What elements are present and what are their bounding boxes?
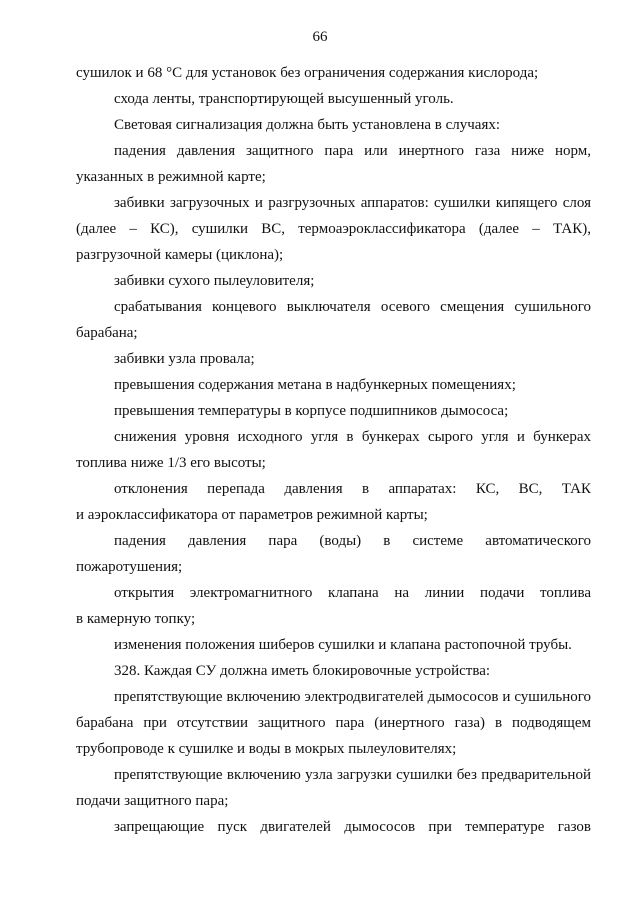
text-line: разгрузочной камеры (циклона); <box>76 247 284 263</box>
text-line: падения давления пара (воды) в системе автоматического <box>114 533 591 549</box>
text-line: снижения уровня исходного угля в бункерах сырого угля и бункерах <box>114 429 591 445</box>
text-line: подачи защитного пара; <box>76 793 229 809</box>
text-line: падения давления защитного пара или инертного газа ниже норм, <box>114 143 591 159</box>
text-line: барабана; <box>76 325 138 341</box>
text-line: пожаротушения; <box>76 559 183 575</box>
text-line: указанных в режимной карте; <box>76 169 266 185</box>
text-line: превышения температуры в корпусе подшипников дымососа; <box>114 403 509 419</box>
text-line: изменения положения шиберов сушилки и клапана растопочной трубы. <box>114 637 572 653</box>
text-line: открытия электромагнитного клапана на линии подачи топлива <box>114 585 591 601</box>
text-line: трубопроводе к сушилке и воды в мокрых пылеуловителях; <box>76 741 457 757</box>
text-line: 328. Каждая СУ должна иметь блокировочные устройства: <box>114 663 491 679</box>
text-line: сушилок и 68 °С для установок без ограничения содержания кислорода; <box>76 65 539 81</box>
text-line: забивки узла провала; <box>114 351 255 367</box>
text-line: в камерную топку; <box>76 611 196 627</box>
text-line: превышения содержания метана в надбункерных помещениях; <box>114 377 516 393</box>
text-line: (далее – КС), сушилки ВС, термоаэроклассификатора (далее – ТАК), <box>76 221 591 237</box>
text-line: забивки загрузочных и разгрузочных аппаратов: сушилки кипящего слоя <box>114 195 591 211</box>
text-line: забивки сухого пылеуловителя; <box>114 273 315 289</box>
text-line: препятствующие включению электродвигателей дымососов и сушильного <box>114 689 591 705</box>
text-line: топлива ниже 1/3 его высоты; <box>76 455 266 471</box>
text-line: препятствующие включению узла загрузки сушилки без предварительной <box>114 767 591 783</box>
page-number: 66 <box>312 29 328 45</box>
text-line: запрещающие пуск двигателей дымососов при температуре газов <box>114 819 591 835</box>
text-line: Световая сигнализация должна быть установлена в случаях: <box>114 117 501 133</box>
text-line: отклонения перепада давления в аппаратах: КС, ВС, ТАК <box>114 481 591 497</box>
text-line: срабатывания концевого выключателя осевого смещения сушильного <box>114 299 591 315</box>
text-line: и аэроклассификатора от параметров режимной карты; <box>76 507 428 523</box>
text-line: схода ленты, транспортирующей высушенный уголь. <box>114 91 454 107</box>
text-line: барабана при отсутствии защитного пара (инертного газа) в подводящем <box>76 715 591 731</box>
